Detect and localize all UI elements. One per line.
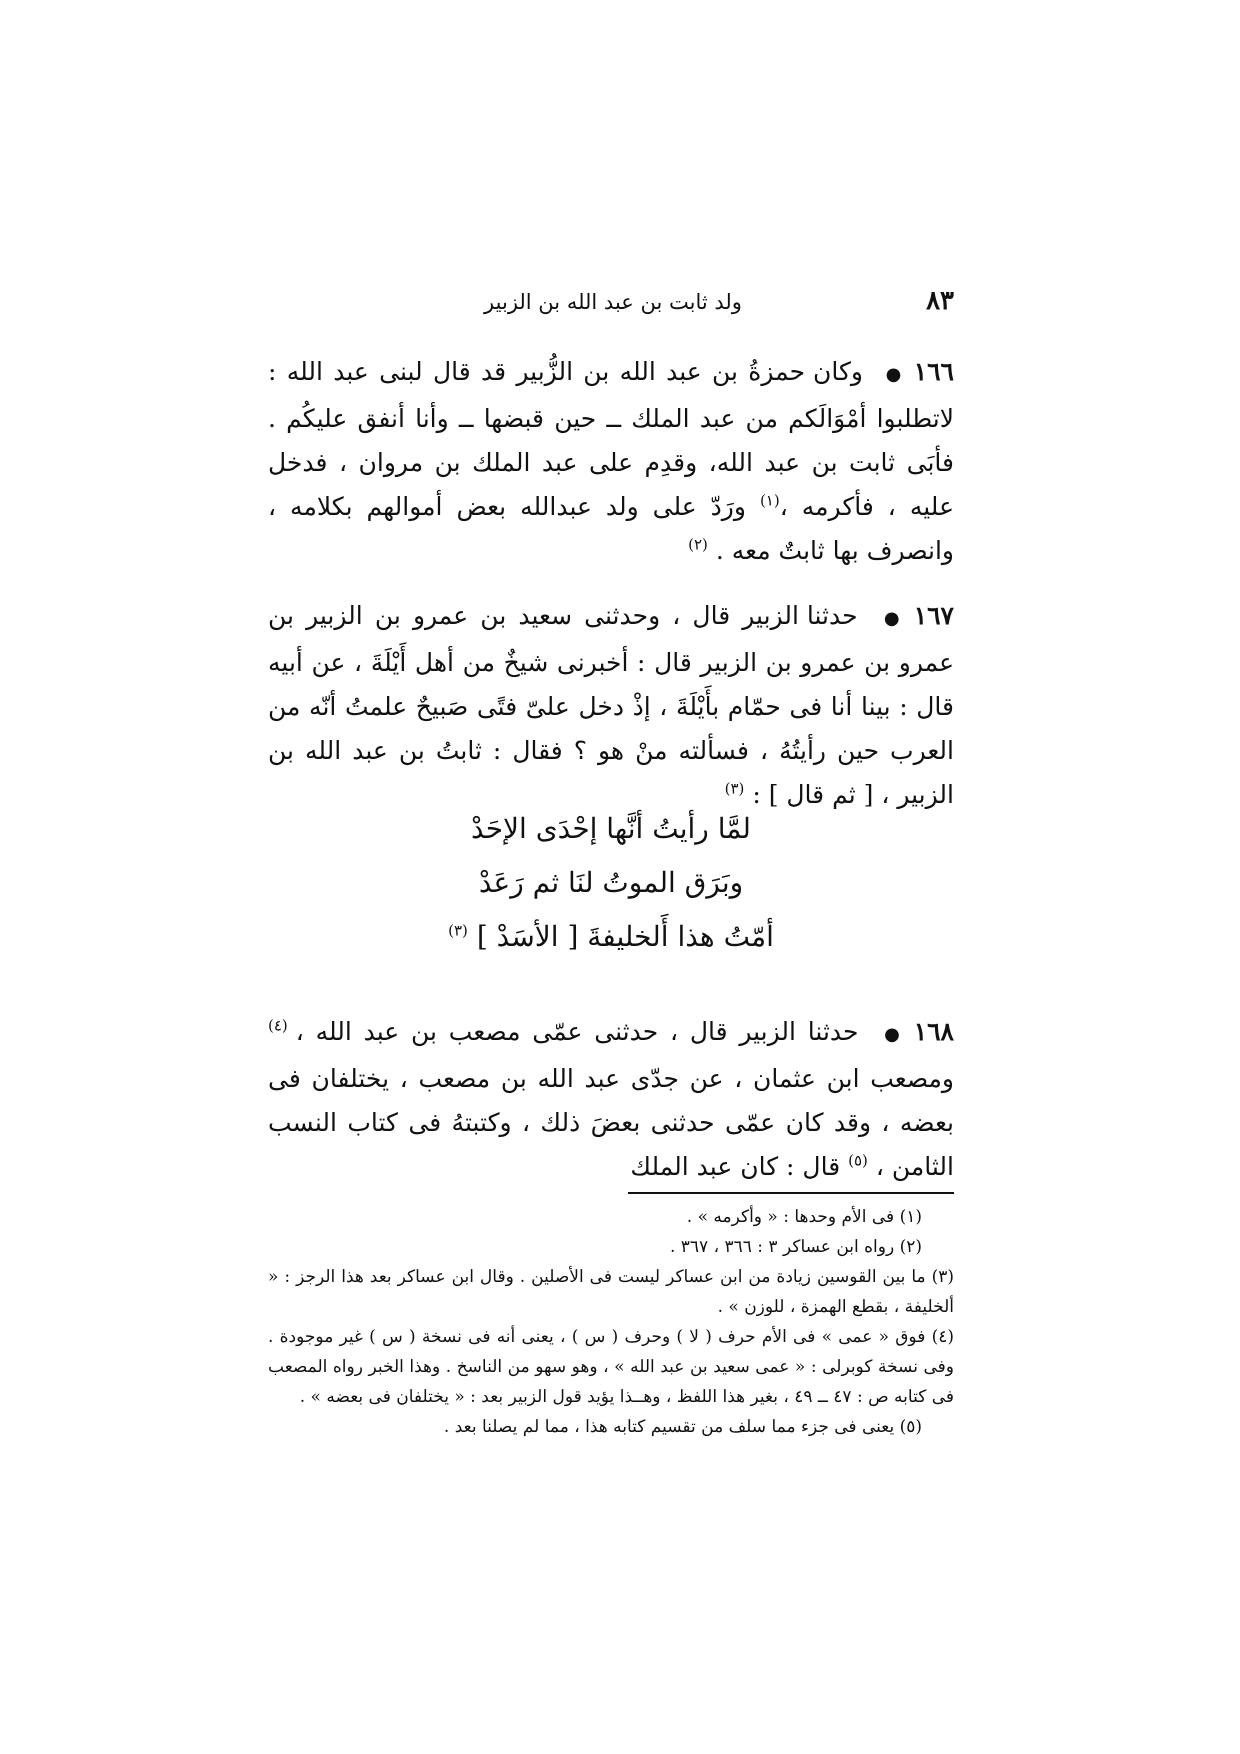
paragraph-number: ١٦٧: [913, 601, 954, 630]
bullet-icon: ●: [879, 608, 904, 629]
footnote: (٣) ما بين القوسين زيادة من ابن عساكر ليست فى الأصلين . وقال ابن عساكر بعد هذا الرجز : « ألخليفة ، بقطع الهمزة ، للوزن » .: [268, 1267, 954, 1317]
footnotes: [268, 1202, 954, 1442]
paragraph-text: حدثنا الزبير قال ، وحدثنى سعيد بن عمرو بن الزبير بن عمرو بن عمرو بن الزبير قال : أخبرنى شيخٌ من أهل أَيْلَةَ ، عن أبيه قال : بينا أنا فى حمّام بأَيْلَةَ ، إذْ دخل علىّ فتًى صَبيحٌ علمتُ أنّه من العرب حين رأيتُهُ ، فسألته منْ هو ؟ فقال : ثابتُ بن عبد الله بن الزبير ، [ ثم قال ] :: [268, 601, 954, 809]
footnote-mark: (٥): [848, 1151, 868, 1170]
paragraph-number: ١٦٨: [913, 1017, 954, 1046]
paragraph-168: [268, 1010, 954, 1189]
paragraph-166: [268, 350, 954, 573]
paragraph-text: قال : كان عبد الملك: [630, 1152, 841, 1181]
page-number: ٨٣: [926, 286, 954, 316]
poem-verse: [268, 802, 954, 964]
verse-line: وبَرَق الموتُ لنَا ثم رَعَدْ: [478, 866, 744, 899]
footnote-separator: [628, 1192, 954, 1194]
footnote-mark: (٤): [268, 1016, 288, 1035]
footnote-mark: (٣): [448, 921, 468, 940]
running-title: ولد ثابت بن عبد الله بن الزبير: [484, 290, 742, 314]
bullet-icon: ●: [883, 364, 904, 385]
paragraph-167: [268, 594, 954, 817]
paragraph-text: ومصعب ابن عثمان ، عن جدّى عبد الله بن مصعب ، يختلفان فى بعضه ، وقد كان عمّى حدثنى بعضَ ذلك ، وكتبتهُ فى كتاب النسب الثامن ،: [268, 1064, 954, 1181]
bullet-icon: ●: [880, 1024, 904, 1045]
footnote: (٢) رواه ابن عساكر ٣ : ٣٦٦ ، ٣٦٧ .: [669, 1237, 922, 1257]
page-header: [272, 286, 954, 322]
footnote: (١) فى الأم وحدها : « وأكرمه » .: [686, 1207, 922, 1227]
paragraph-text: ورَدّ على ولد عبدالله بعض أموالهم بكلامه ، وانصرف بها ثابتٌ معه .: [268, 492, 954, 565]
footnote-mark: (١): [759, 491, 780, 510]
verse-line: لمَّا رأيتُ أنَّها إحْدَى الإحَدْ: [471, 812, 751, 845]
verse-line-with-mark: [268, 910, 954, 964]
paragraph-text: حدثنا الزبير قال ، حدثنى عمّى مصعب بن عبد الله ،: [295, 1017, 859, 1046]
verse-line: أمّتُ هذا أَلخليفةَ [ الأسَدْ ]: [476, 920, 774, 953]
paragraph-number: ١٦٦: [913, 357, 954, 386]
footnote: (٥) يعنى فى جزء مما سلف من تقسيم كتابه هذا ، مما لم يصلنا بعد .: [443, 1417, 922, 1437]
footnote-mark: (٢): [688, 535, 708, 554]
paragraph-text: وكان حمزةُ بن عبد الله بن الزُّبير قد قال لبنى عبد الله : لاتطلبوا أمْوَالَكم من عبد الملك ــ حين قبضها ــ وأنا أنفق عليكُم . فأبَى ثابت بن عبد الله، وقدِم على عبد الملك بن مروان ، فدخل عليه ، فأكرمه ،: [268, 357, 954, 521]
footnote: (٤) فوق « عمى » فى الأم حرف ( لا ) وحرف ( س ) ، يعنى أنه فى نسخة ( س ) غير موجودة . وفى نسخة كوبرلى : « عمى سعيد بن عبد الله » ، وهو سهو من الناسخ . وهذا الخبر رواه المصعب فى كتابه ص : ٤٧ ــ ٤٩ ، بغير هذا اللفظ ، وهــذا يؤيد قول الزبير بعد : « يختلفان فى بعضه » .: [268, 1327, 954, 1407]
footnote-mark: (٣): [724, 779, 745, 798]
